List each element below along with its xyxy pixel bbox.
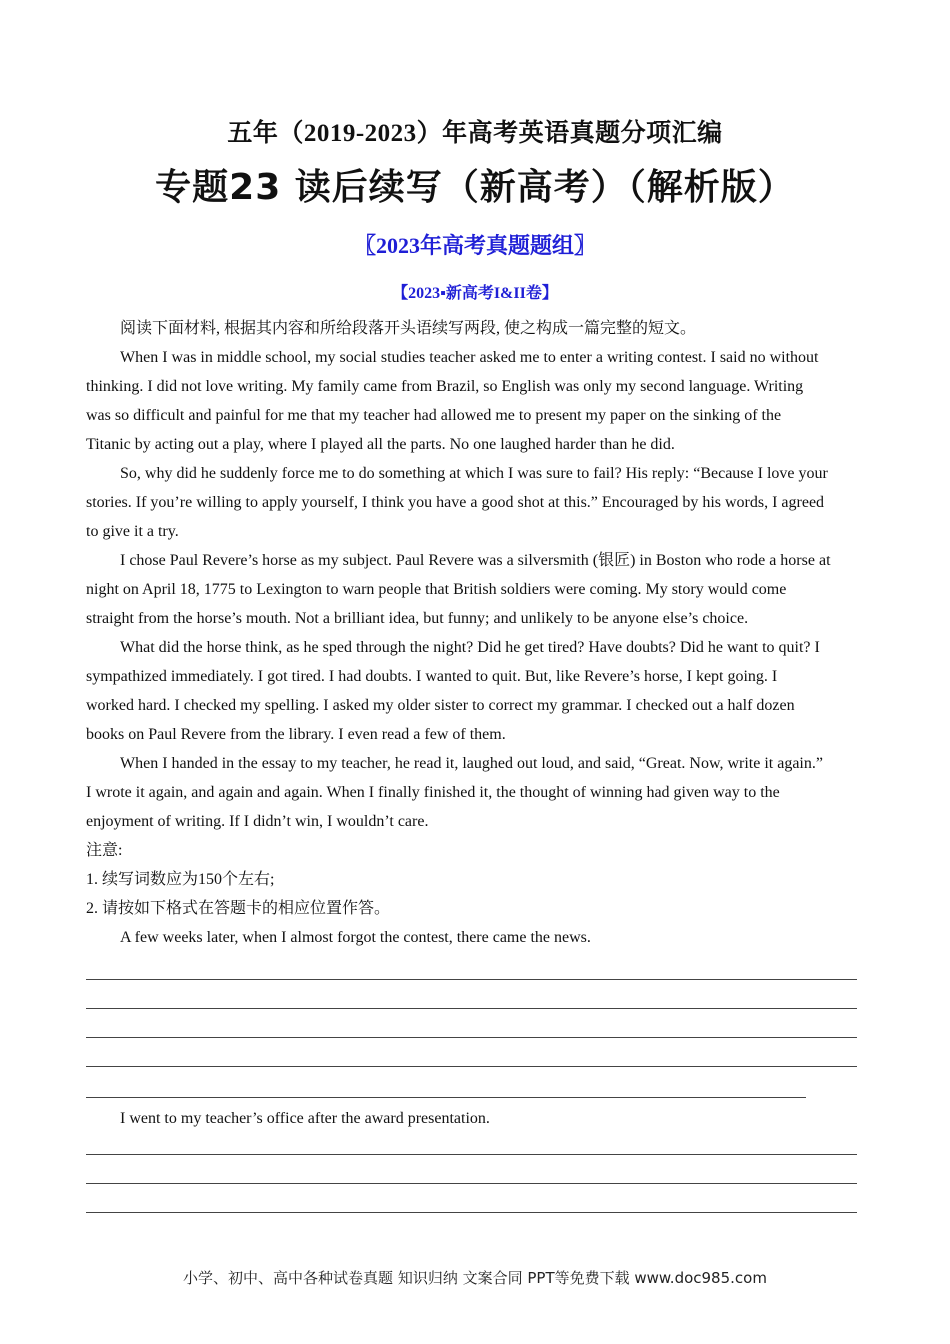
passage-content	[86, 314, 864, 952]
answer-line	[86, 1183, 857, 1184]
passage-line: When I was in middle school, my social studies teacher asked me to enter a writing contest. I said no without	[120, 349, 819, 366]
note-item: 2. 请按如下格式在答题卡的相应位置作答。	[86, 900, 391, 917]
passage-line: thinking. I did not love writing. My family came from Brazil, so English was only my second language. Writing	[86, 378, 804, 395]
passage-line: What did the horse think, as he sped through the night? Did he get tired? Have doubts? Did he want to quit? I	[120, 639, 820, 656]
passage-line: stories. If you’re willing to apply yourself, I think you have a good shot at this.” Encouraged by his words, I agreed	[86, 494, 825, 511]
passage-line: was so difficult and painful for me that my teacher had allowed me to present my paper on the sinking of the	[86, 407, 782, 424]
passage-line: So, why did he suddenly force me to do something at which I was sure to fail? His reply: “Because I love your	[120, 465, 828, 482]
passage-line: sympathized immediately. I got tired. I had doubts. I wanted to quit. But, like Revere’s horse, I kept going. I	[86, 668, 778, 685]
subgroup-title: 【2023▪新高考I&II卷】	[392, 285, 558, 302]
passage-line: to give it a try.	[86, 523, 179, 540]
passage-line: books on Paul Revere from the library. I even read a few of them.	[86, 726, 506, 743]
footer-ad-text: 小学、初中、高中各种试卷真题 知识归纳 文案合同 PPT等免费下载 www.doc985.com	[183, 1269, 767, 1287]
answer-line	[86, 1037, 857, 1038]
passage-line: straight from the horse’s mouth. Not a brilliant idea, but funny; and unlikely to be anyone else’s choice.	[86, 610, 749, 627]
second-prompt-block	[86, 1104, 864, 1133]
passage-line: worked hard. I checked my spelling. I asked my older sister to correct my grammar. I checked out a half dozen	[86, 697, 795, 714]
answer-line	[86, 979, 857, 980]
topic-title: 专题23 读后续写（新高考）（解析版）	[155, 167, 795, 208]
passage-line: enjoyment of writing. If I didn’t win, I wouldn’t care.	[86, 813, 429, 830]
answer-line	[86, 1212, 857, 1213]
first-paragraph-prompt: A few weeks later, when I almost forgot the contest, there came the news.	[120, 929, 591, 946]
passage-line: night on April 18, 1775 to Lexington to warn people that British soldiers were coming. My story would come	[86, 581, 787, 598]
answer-line	[86, 1066, 857, 1067]
passage-line: When I handed in the essay to my teacher, he read it, laughed out loud, and said, “Great. Now, write it again.”	[120, 755, 823, 772]
passage-line: I wrote it again, and again and again. When I finally finished it, the thought of winning had given way to the	[86, 784, 780, 801]
second-paragraph-prompt: I went to my teacher’s office after the award presentation.	[120, 1110, 490, 1127]
passage-line: I chose Paul Revere’s horse as my subject. Paul Revere was a silversmith (银匠) in Boston who rode a horse at	[120, 552, 831, 569]
series-title: 五年（2019-2023）年高考英语真题分项汇编	[227, 120, 723, 147]
note-item: 1. 续写词数应为150个左右;	[86, 871, 275, 888]
answer-line	[86, 1097, 806, 1098]
answer-line	[86, 1008, 857, 1009]
group-title: 〖2023年高考真题题组〗	[353, 233, 596, 258]
answer-line	[86, 1154, 857, 1155]
passage-line: Titanic by acting out a play, where I played all the parts. No one laughed harder than he did.	[86, 436, 675, 453]
notes-heading: 注意:	[86, 842, 123, 859]
instruction-text: 阅读下面材料, 根据其内容和所给段落开头语续写两段, 使之构成一篇完整的短文。	[120, 320, 697, 337]
